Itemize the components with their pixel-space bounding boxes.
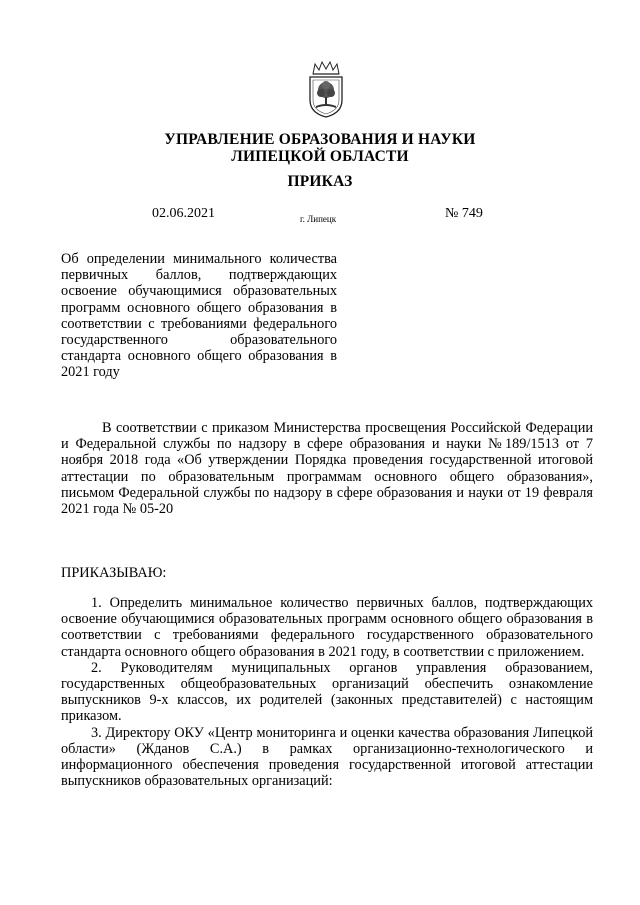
document-number: № 749 xyxy=(445,206,483,221)
preamble-text: В соответствии с приказом Министерства просвещения Российской Федерации и Федеральной службы по надзору в сфере образования и науки №189/1513 от 7 ноября 2018 года «Об утверждении Порядка проведения государственной итоговой аттестации по образовательным программам основного общего образования», письмом Федеральной службы по надзору в сфере образования и науки от 19 февраля 2021 года № 05-20 xyxy=(61,420,593,518)
organization-name-line2: ЛИПЕЦКОЙ ОБЛАСТИ xyxy=(231,148,409,165)
document-type-title: ПРИКАЗ xyxy=(287,173,353,190)
document-city: г. Липецк xyxy=(300,214,337,224)
document-subject: Об определении минимального количества первичных баллов, подтверждающих освоение обучающимися образовательных программ основного общего образования в соответствии с требованиями федерального государственного образовательного стандарта основного общего образования в 2021 году xyxy=(61,251,337,381)
preamble-block xyxy=(61,420,593,517)
organization-name-line1: УПРАВЛЕНИЕ ОБРАЗОВАНИЯ И НАУКИ xyxy=(164,131,476,148)
coat-of-arms-emblem xyxy=(306,60,346,118)
order-item-2: 2. Руководителям муниципальных органов управления образованием, государственных общеобразовательных организаций обеспечить ознакомление выпускников 9-х классов, их родителей (законных представителей) с настоящим приказом. xyxy=(61,659,593,725)
document-date: 02.06.2021 xyxy=(152,206,215,221)
order-item-1: 1. Определить минимальное количество первичных баллов, подтверждающих освоение обучающимися образовательных программ основного общего образования в соответствии с требованиями федерального государственного образовательного стандарта основного общего образования в 2021 году, в соответствии с приложением. xyxy=(61,595,593,660)
order-items xyxy=(61,595,593,789)
order-item-3: 3. Директору ОКУ «Центр мониторинга и оценки качества образования Липецкой области» (Жданов С.А.) в рамках организационно-технологического и информационного обеспечения проведения государственной итоговой аттестации выпускников образовательных организаций: xyxy=(61,724,593,790)
order-word: ПРИКАЗЫВАЮ: xyxy=(61,565,167,581)
